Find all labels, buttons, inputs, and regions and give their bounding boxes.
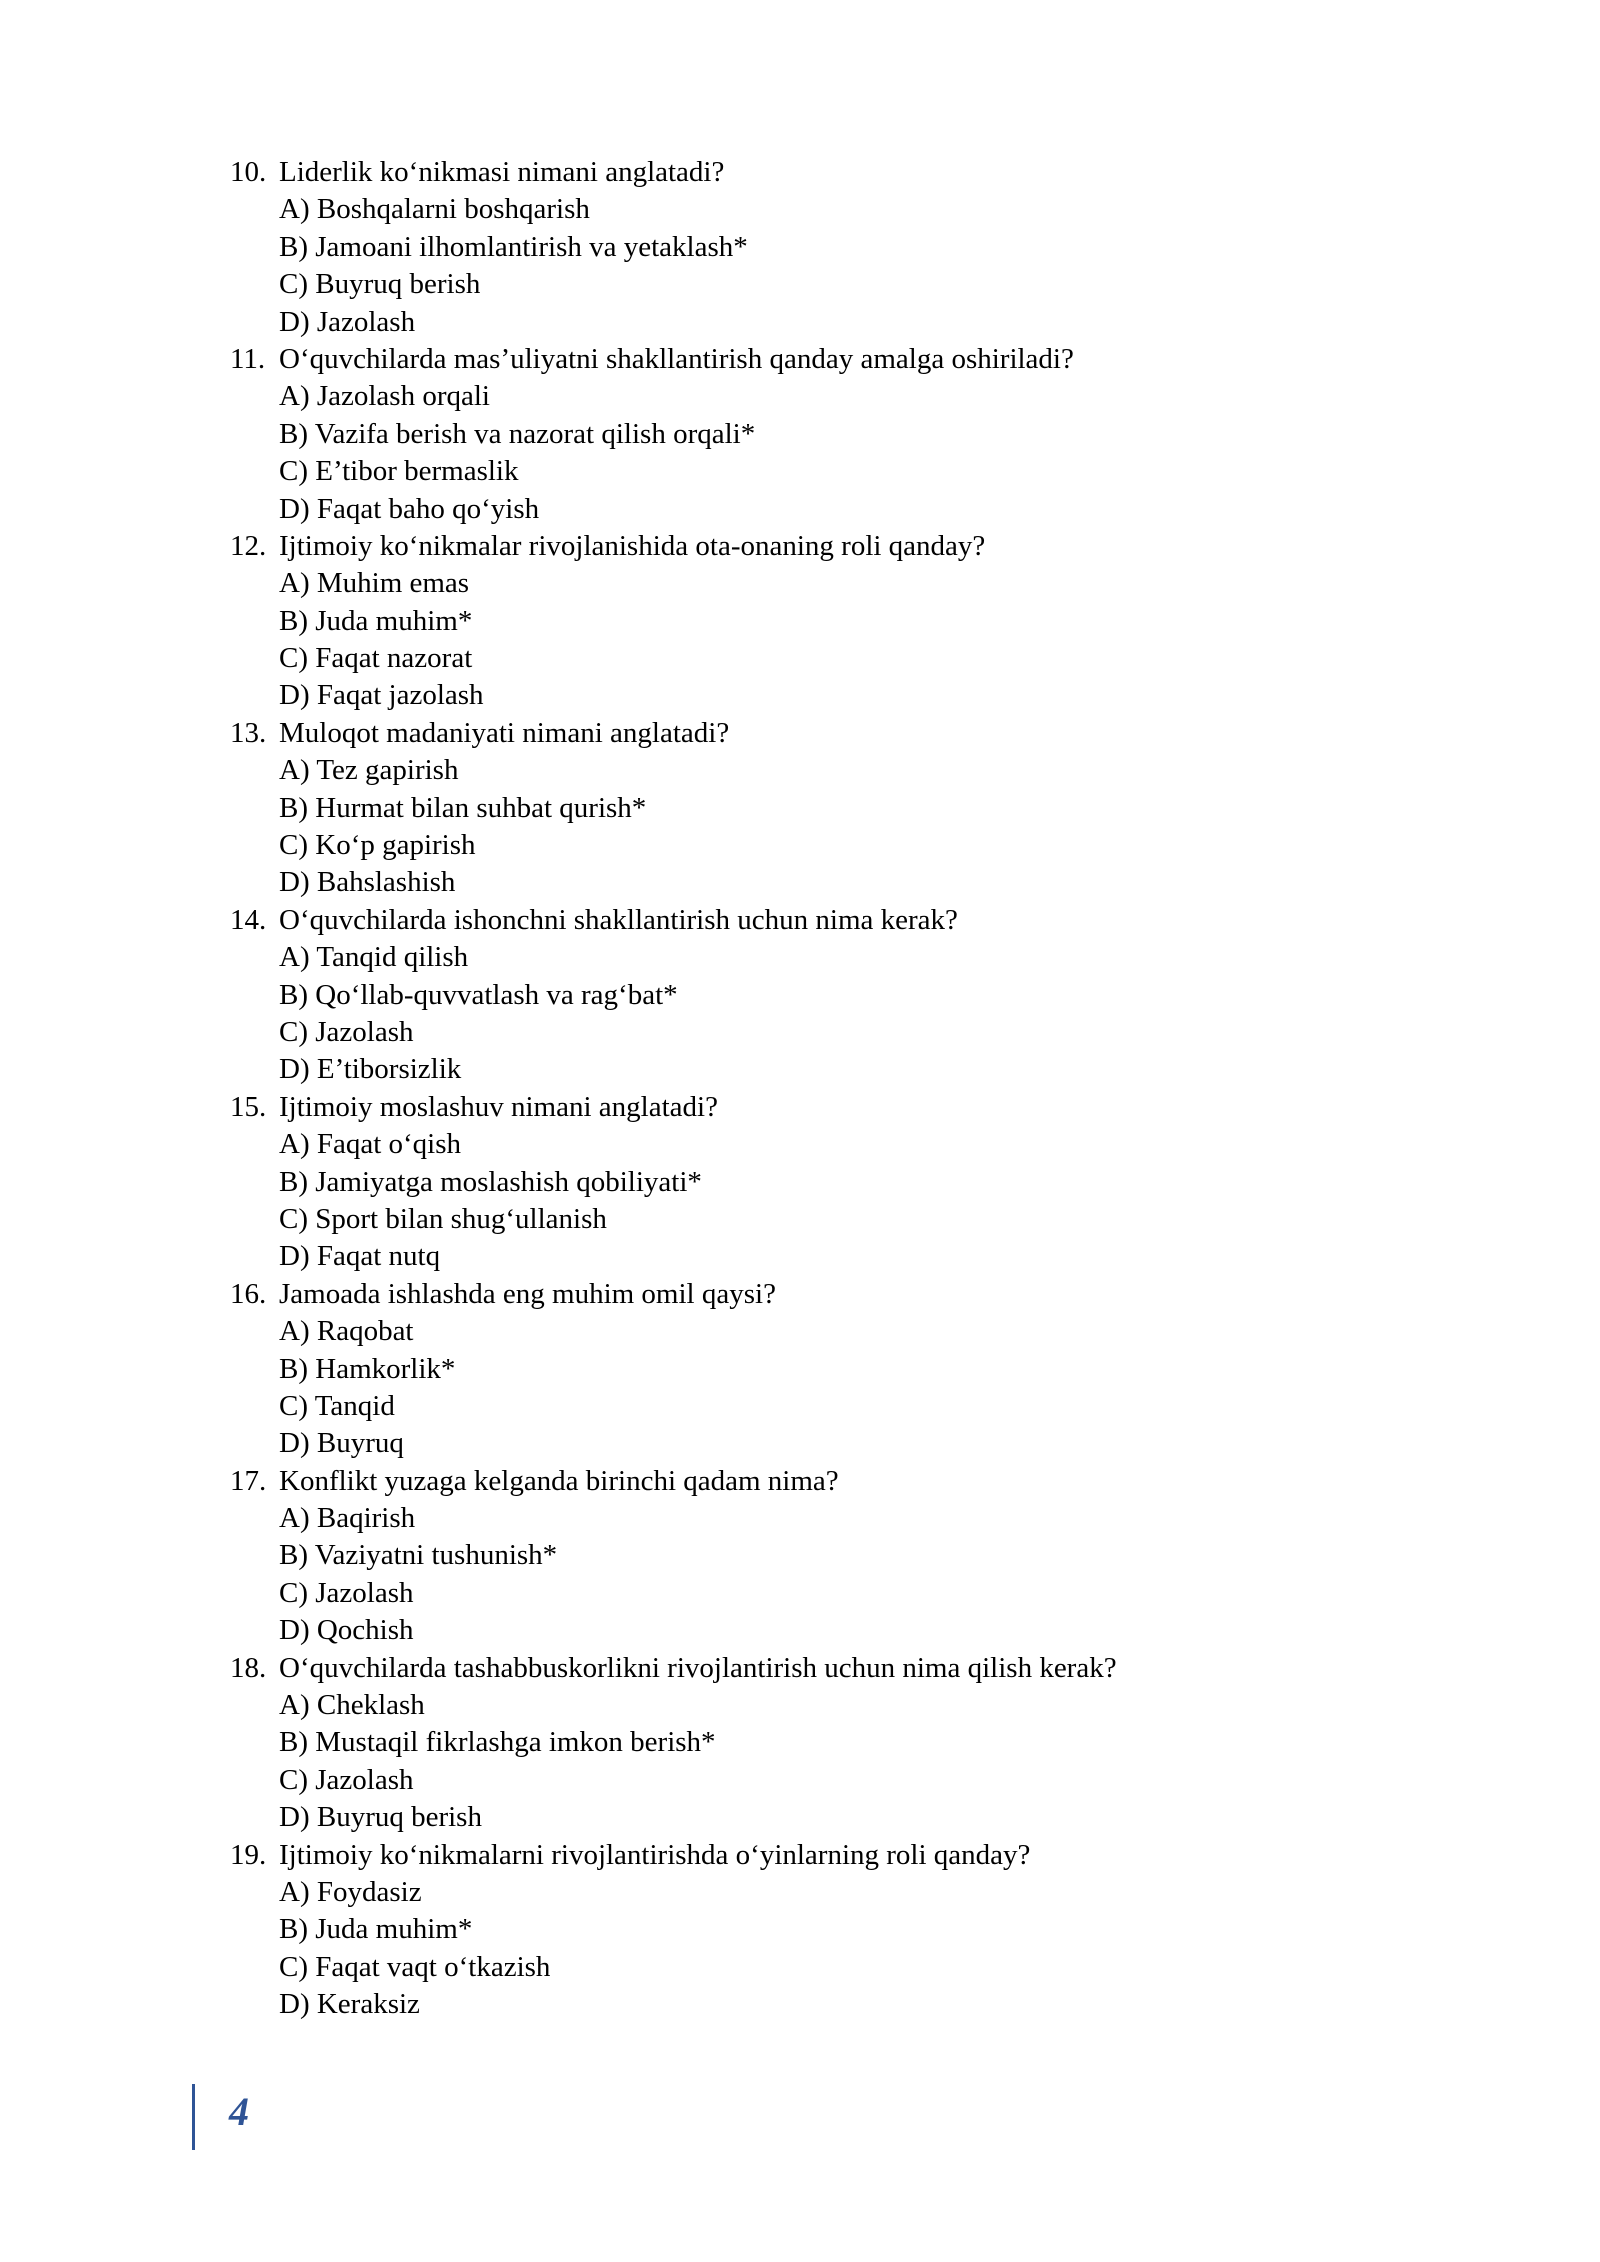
question-text: Muloqot madaniyati nimani anglatadi? [279, 716, 730, 749]
answer-option: C) Jazolash [279, 1576, 414, 1609]
answer-option: A) Cheklash [279, 1689, 425, 1722]
answer-option: D) Buyruq [279, 1427, 404, 1460]
answer-option: D) Faqat nutq [279, 1240, 441, 1273]
answer-option: B) Vaziyatni tushunish* [279, 1539, 558, 1572]
question-line [230, 1650, 1480, 1687]
question-number: 11. [230, 342, 266, 375]
question-text: O‘quvchilarda ishonchni shakllantirish uchun nima kerak? [279, 903, 958, 936]
question-text: Jamoada ishlashda eng muhim omil qaysi? [279, 1277, 776, 1310]
question-number: 18. [230, 1651, 267, 1684]
question-number: 16. [230, 1277, 267, 1310]
question-text: O‘quvchilarda tashabbuskorlikni rivojlantirish uchun nima qilish kerak? [279, 1651, 1117, 1684]
answer-option: B) Juda muhim* [279, 1913, 473, 1946]
answer-option: B) Jamoani ilhomlantirish va yetaklash* [279, 230, 748, 263]
answer-option: D) E’tiborsizlik [279, 1053, 462, 1086]
question-line [230, 1089, 1480, 1126]
page-number: 4 [229, 2089, 249, 2134]
question-line [230, 715, 1480, 752]
answer-option: D) Faqat baho qo‘yish [279, 492, 540, 525]
question-item [230, 154, 1480, 341]
answer-option: A) Boshqalarni boshqarish [279, 193, 590, 226]
question-number: 15. [230, 1090, 267, 1123]
question-number: 12. [230, 529, 267, 562]
question-line [230, 1276, 1480, 1313]
answer-option: A) Foydasiz [279, 1875, 422, 1908]
answer-option: A) Tez gapirish [279, 754, 459, 787]
question-line [230, 1837, 1480, 1874]
answer-option: D) Faqat jazolash [279, 679, 484, 712]
question-text: Konflikt yuzaga kelganda birinchi qadam nima? [279, 1464, 839, 1497]
answer-option: B) Juda muhim* [279, 604, 473, 637]
answer-option: B) Qo‘llab-quvvatlash va rag‘bat* [279, 978, 678, 1011]
answer-option: D) Keraksiz [279, 1988, 420, 2021]
answer-option: C) Ko‘p gapirish [279, 829, 476, 862]
question-item [230, 715, 1480, 902]
answer-option: C) Buyruq berish [279, 268, 481, 301]
question-text: O‘quvchilarda mas’uliyatni shakllantirish qanday amalga oshiriladi? [279, 342, 1074, 375]
answer-option: A) Baqirish [279, 1502, 416, 1535]
question-item [230, 1089, 1480, 1276]
answer-option: A) Faqat o‘qish [279, 1128, 462, 1161]
question-item [230, 1463, 1480, 1650]
answer-option: D) Buyruq berish [279, 1801, 482, 1834]
answer-option: C) Jazolash [279, 1763, 414, 1796]
answer-option: B) Hamkorlik* [279, 1352, 456, 1385]
answer-option: C) Faqat nazorat [279, 642, 473, 675]
question-number: 10. [230, 156, 267, 188]
question-line [230, 154, 1480, 191]
question-list [230, 154, 1480, 2024]
question-number: 13. [230, 716, 267, 749]
answer-option: C) E’tibor bermaslik [279, 455, 519, 488]
question-text: Ijtimoiy ko‘nikmalarni rivojlantirishda o‘yinlarning roli qanday? [279, 1838, 1031, 1871]
answer-option: D) Jazolash [279, 305, 416, 338]
answer-option: B) Jamiyatga moslashish qobiliyati* [279, 1165, 702, 1198]
question-text: Ijtimoiy moslashuv nimani anglatadi? [279, 1090, 718, 1123]
answer-option: A) Raqobat [279, 1315, 414, 1348]
answer-option: A) Tanqid qilish [279, 941, 469, 974]
question-number: 17. [230, 1464, 267, 1497]
question-line [230, 341, 1480, 378]
answer-option: C) Sport bilan shug‘ullanish [279, 1202, 607, 1235]
answer-option: B) Hurmat bilan suhbat qurish* [279, 791, 647, 824]
question-item [230, 1650, 1480, 1837]
answer-option: C) Faqat vaqt o‘tkazish [279, 1950, 551, 1983]
question-line [230, 1463, 1480, 1500]
answer-option: A) Jazolash orqali [279, 380, 490, 413]
answer-option: D) Qochish [279, 1614, 414, 1647]
question-number: 19. [230, 1838, 267, 1871]
question-item [230, 1837, 1480, 2024]
page-number-divider [192, 2084, 195, 2150]
question-item [230, 902, 1480, 1089]
question-text: Liderlik ko‘nikmasi nimani anglatadi? [279, 156, 725, 188]
answer-option: D) Bahslashish [279, 866, 456, 899]
answer-option: B) Vazifa berish va nazorat qilish orqali* [279, 417, 756, 450]
question-text: Ijtimoiy ko‘nikmalar rivojlanishida ota-onaning roli qanday? [279, 529, 986, 562]
question-line [230, 902, 1480, 939]
answer-option: B) Mustaqil fikrlashga imkon berish* [279, 1726, 716, 1759]
question-number: 14. [230, 903, 267, 936]
question-item [230, 528, 1480, 715]
question-line [230, 528, 1480, 565]
answer-option: A) Muhim emas [279, 567, 470, 600]
question-item [230, 1276, 1480, 1463]
question-item [230, 341, 1480, 528]
answer-option: C) Jazolash [279, 1015, 414, 1048]
answer-option: C) Tanqid [279, 1389, 395, 1422]
